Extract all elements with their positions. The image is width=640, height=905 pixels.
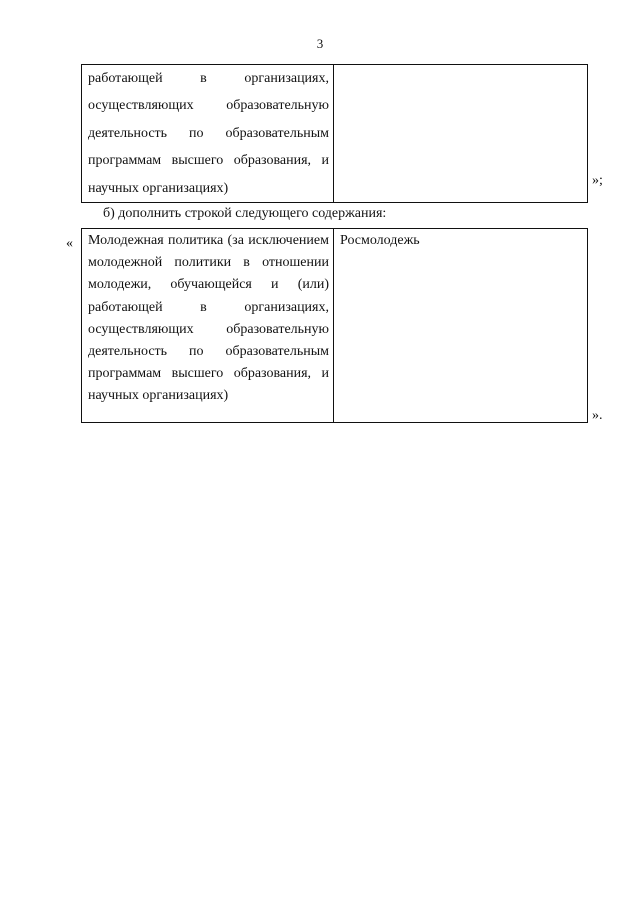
table-cell-agency: [334, 229, 588, 423]
sphere-text: работающей в организациях, осуществляющих образовательную деятельность по образовательным программам высшего образования, и научных организациях): [88, 71, 329, 196]
closing-quote-mark: ».: [592, 408, 603, 423]
table-cell-sphere: [82, 65, 334, 203]
table-cell-agency: [334, 65, 588, 203]
added-row-table: [81, 228, 588, 423]
page-number: 3: [316, 36, 324, 51]
continued-table: [81, 64, 588, 203]
closing-quote-mark: »;: [592, 173, 603, 188]
agency-text: Росмолодежь: [340, 233, 420, 248]
table-row: [82, 65, 588, 203]
table-cell-sphere: [82, 229, 334, 423]
agency-text: [334, 65, 587, 66]
opening-quote-mark: «: [66, 236, 73, 251]
amendment-instruction: б) дополнить строкой следующего содержания:: [103, 206, 387, 221]
sphere-text: Молодежная политика (за исключением молодежной политики в отношении молодежи, обучающейся и (или) работающей в организациях, осуществляющих образовательную деятельность по образовательным программам высшего образования, и научных организациях): [88, 233, 329, 404]
table-row: [82, 229, 588, 423]
